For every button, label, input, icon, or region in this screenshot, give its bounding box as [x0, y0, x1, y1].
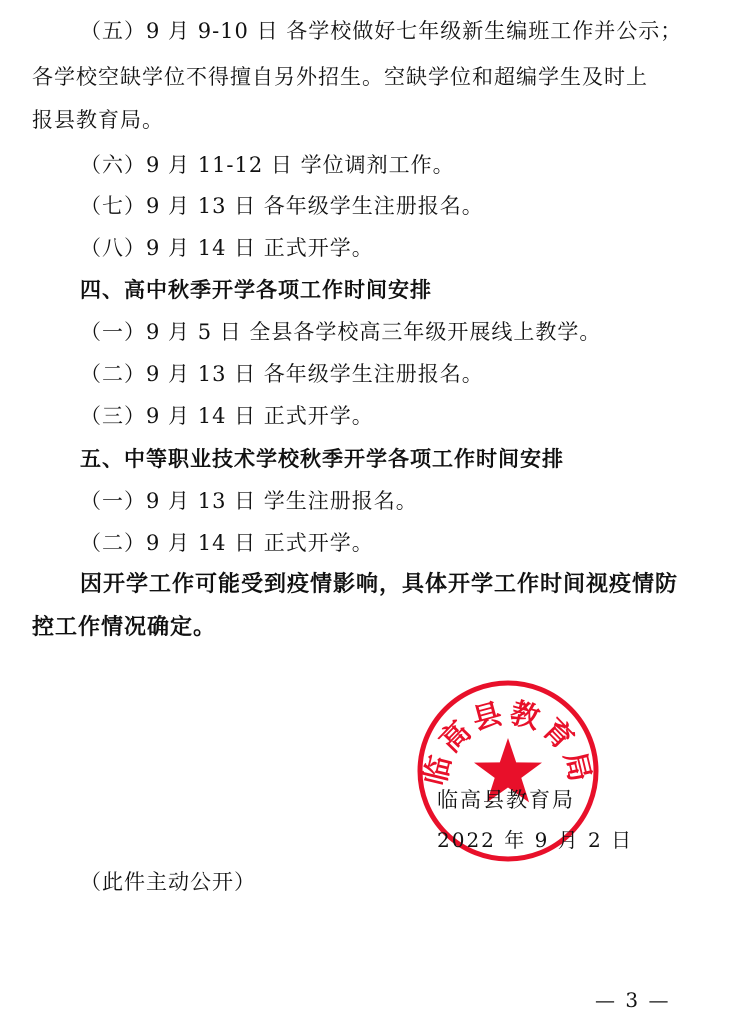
section-heading: 四、高中秋季开学各项工作时间安排: [80, 278, 432, 302]
paragraph-line: （五）9 月 9-10 日 各学校做好七年级新生编班工作并公示；: [80, 19, 683, 43]
seal-char: 育: [535, 711, 584, 759]
signature-date: 2022 年 9 月 2 日: [437, 828, 634, 852]
paragraph-line: （一）9 月 5 日 全县各学校高三年级开展线上教学。: [80, 320, 602, 344]
section-heading: 五、中等职业技术学校秋季开学各项工作时间安排: [80, 447, 564, 471]
paragraph-line: （二）9 月 14 日 正式开学。: [80, 531, 374, 555]
paragraph-line: （一）9 月 13 日 学生注册报名。: [80, 489, 418, 513]
paragraph-line: （三）9 月 14 日 正式开学。: [80, 404, 374, 428]
paragraph-line: （六）9 月 11-12 日 学位调剂工作。: [80, 153, 455, 177]
paragraph-line: 各学校空缺学位不得擅自另外招生。空缺学位和超编学生及时上: [32, 65, 648, 89]
notice-line: 控工作情况确定。: [32, 615, 217, 640]
paragraph-line: （七）9 月 13 日 各年级学生注册报名。: [80, 194, 484, 218]
signature-org: 临高县教育局: [437, 788, 575, 812]
seal-char: 局: [557, 748, 599, 789]
paragraph-line: （八）9 月 14 日 正式开学。: [80, 236, 374, 260]
seal-char: 县: [468, 695, 510, 737]
paragraph-line: （二）9 月 13 日 各年级学生注册报名。: [80, 362, 484, 386]
paragraph-line: 报县教育局。: [32, 108, 164, 132]
seal-char: 教: [506, 695, 548, 737]
notice-line: 因开学工作可能受到疫情影响，具体开学工作时间视疫情防: [80, 572, 679, 597]
seal-char: 高: [432, 711, 481, 759]
page-number: — 3 —: [595, 988, 671, 1012]
seal-char: 临: [417, 748, 459, 789]
publicity-note: （此件主动公开）: [80, 870, 256, 894]
